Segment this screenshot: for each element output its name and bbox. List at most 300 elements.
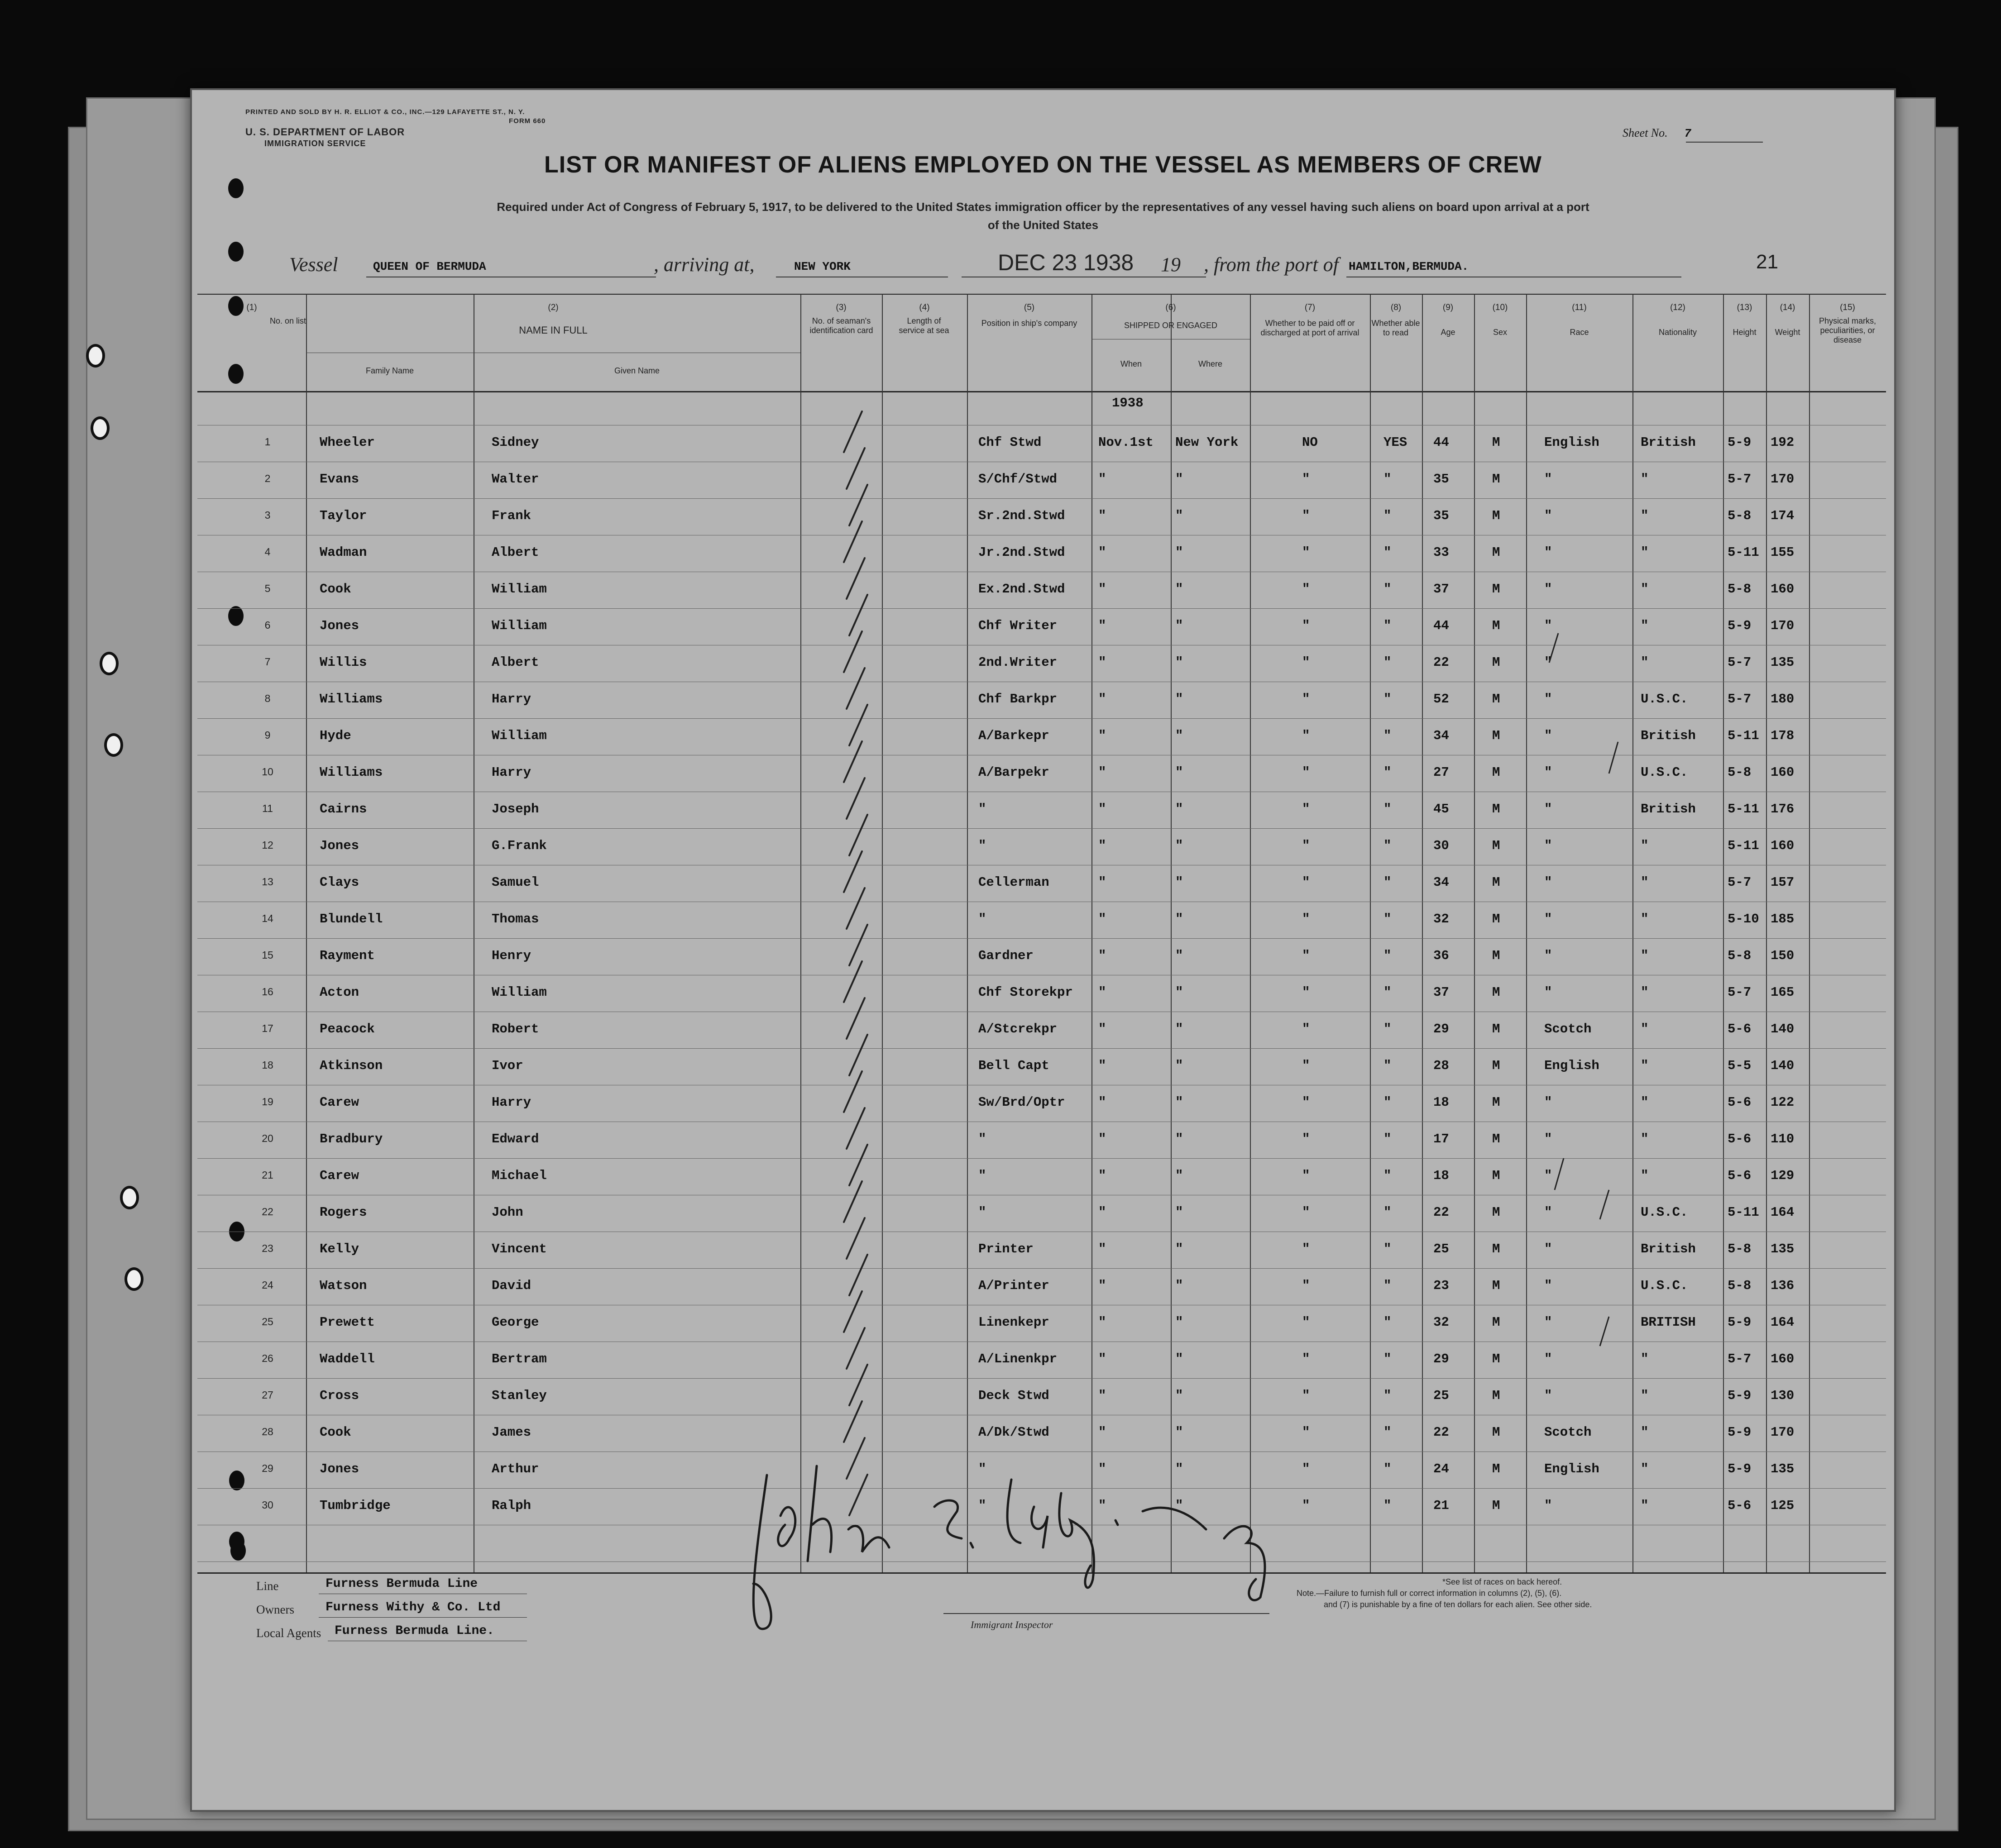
cell-nationality: British <box>1641 1242 1696 1256</box>
cell-sex: M <box>1492 618 1500 633</box>
cell-height: 5-8 <box>1728 765 1752 780</box>
cell-race: English <box>1544 435 1599 450</box>
col3-num: (3) <box>836 303 847 312</box>
cell-read: " <box>1383 1132 1392 1146</box>
cell-paid: " <box>1302 1205 1310 1220</box>
row-number: 23 <box>262 1242 273 1254</box>
cell-position: Ex.2nd.Stwd <box>978 582 1065 597</box>
cell-paid: " <box>1302 1498 1310 1513</box>
cell-age: 34 <box>1433 728 1449 743</box>
cell-read: " <box>1383 1315 1392 1330</box>
binder-hole <box>91 416 110 440</box>
cell-height: 5-6 <box>1728 1095 1752 1110</box>
cell-race: Scotch <box>1544 1425 1592 1440</box>
cell-paid: " <box>1302 472 1310 487</box>
cell-nationality: " <box>1641 875 1649 890</box>
row-number: 15 <box>262 949 273 961</box>
cell-when: " <box>1098 1058 1106 1073</box>
col15-label: Physical marks, peculiarities, or disease <box>1819 316 1877 344</box>
cell-sex: M <box>1492 985 1500 1000</box>
binder-hole <box>124 1267 144 1291</box>
cell-age: 52 <box>1433 692 1449 707</box>
cell-nationality: " <box>1641 582 1649 597</box>
cell-given: David <box>492 1278 531 1293</box>
cell-nationality: U.S.C. <box>1641 1205 1688 1220</box>
cell-sex: M <box>1492 655 1500 670</box>
cell-family: Acton <box>320 985 359 1000</box>
cell-age: 21 <box>1433 1498 1449 1513</box>
cell-height: 5-7 <box>1728 692 1752 707</box>
cell-nationality: " <box>1641 1461 1649 1476</box>
cell-where: " <box>1175 618 1183 633</box>
row-number: 29 <box>262 1462 273 1474</box>
row-number: 28 <box>262 1426 273 1437</box>
cell-sex: M <box>1492 472 1500 487</box>
cell-when: " <box>1098 472 1106 487</box>
cell-weight: 170 <box>1771 472 1795 487</box>
cell-when: " <box>1098 1242 1106 1256</box>
year-1938: 1938 <box>1112 396 1144 411</box>
cell-where: " <box>1175 948 1183 963</box>
cell-position: A/Printer <box>978 1278 1049 1293</box>
row-number: 16 <box>262 986 273 998</box>
cell-age: 29 <box>1433 1022 1449 1036</box>
cell-weight: 125 <box>1771 1498 1795 1513</box>
year-label: 19 <box>1161 253 1181 276</box>
cell-weight: 135 <box>1771 1461 1795 1476</box>
cell-position: Printer <box>978 1242 1034 1256</box>
cell-race: " <box>1544 472 1552 487</box>
cell-read: " <box>1383 1388 1392 1403</box>
cell-where: " <box>1175 1388 1183 1403</box>
cell-height: 5-11 <box>1728 802 1759 817</box>
cell-weight: 192 <box>1771 435 1795 450</box>
cell-given: John <box>492 1205 523 1220</box>
cell-given: William <box>492 582 547 597</box>
cell-read: " <box>1383 1461 1392 1476</box>
cell-weight: 164 <box>1771 1205 1795 1220</box>
cell-where: " <box>1175 1425 1183 1440</box>
cell-nationality: " <box>1641 1095 1649 1110</box>
cell-weight: 150 <box>1771 948 1795 963</box>
date-stamp: DEC 23 1938 <box>998 250 1134 275</box>
cell-given: Bertram <box>492 1351 547 1366</box>
cell-given: Albert <box>492 655 539 670</box>
cell-sex: M <box>1492 948 1500 963</box>
cell-paid: " <box>1302 655 1310 670</box>
cell-height: 5-8 <box>1728 508 1752 523</box>
cell-where: " <box>1175 802 1183 817</box>
cell-family: Cairns <box>320 802 367 817</box>
inspector-line <box>943 1613 1269 1614</box>
cell-age: 37 <box>1433 985 1449 1000</box>
cell-family: Tumbridge <box>320 1498 391 1513</box>
cell-read: " <box>1383 838 1392 853</box>
cell-position: " <box>978 1461 986 1476</box>
cell-age: 35 <box>1433 508 1449 523</box>
cell-weight: 164 <box>1771 1315 1795 1330</box>
cell-sex: M <box>1492 728 1500 743</box>
cell-height: 5-8 <box>1728 948 1752 963</box>
col2-family: Family Name <box>365 366 414 375</box>
cell-weight: 176 <box>1771 802 1795 817</box>
cell-nationality: British <box>1641 728 1696 743</box>
col6-when: When <box>1120 359 1142 368</box>
cell-where: " <box>1175 1205 1183 1220</box>
cell-weight: 160 <box>1771 582 1795 597</box>
col6-where: Where <box>1198 359 1222 368</box>
cell-read: " <box>1383 1351 1392 1366</box>
cell-sex: M <box>1492 692 1500 707</box>
cell-family: Cross <box>320 1388 359 1403</box>
cell-sex: M <box>1492 1022 1500 1036</box>
cell-where: " <box>1175 1058 1183 1073</box>
cell-race: " <box>1544 1278 1552 1293</box>
cell-where: " <box>1175 1498 1183 1513</box>
cell-position: " <box>978 838 986 853</box>
cell-when: " <box>1098 838 1106 853</box>
vessel-label: Vessel <box>289 253 338 276</box>
cell-given: Harry <box>492 765 531 780</box>
cell-paid: " <box>1302 1058 1310 1073</box>
cell-nationality: " <box>1641 1168 1649 1183</box>
cell-sex: M <box>1492 802 1500 817</box>
col13-num: (13) <box>1737 303 1752 312</box>
cell-height: 5-9 <box>1728 618 1752 633</box>
cell-race: " <box>1544 655 1552 670</box>
cell-read: " <box>1383 1242 1392 1256</box>
cell-weight: 170 <box>1771 618 1795 633</box>
cell-family: Carew <box>320 1095 359 1110</box>
cell-age: 25 <box>1433 1242 1449 1256</box>
cell-age: 23 <box>1433 1278 1449 1293</box>
row-number: 26 <box>262 1352 273 1364</box>
cell-height: 5-9 <box>1728 1388 1752 1403</box>
cell-race: " <box>1544 508 1552 523</box>
manifest-sheet <box>190 88 1896 1812</box>
cell-position: A/Stcrekpr <box>978 1022 1058 1036</box>
sheet-number: 7 <box>1684 127 1691 140</box>
cell-when: " <box>1098 655 1106 670</box>
cell-paid: " <box>1302 1022 1310 1036</box>
cell-race: " <box>1544 1205 1552 1220</box>
cell-family: Rayment <box>320 948 375 963</box>
cell-position: Chf Stwd <box>978 435 1042 450</box>
row-number: 17 <box>262 1022 273 1034</box>
cell-paid: " <box>1302 692 1310 707</box>
cell-read: " <box>1383 1058 1392 1073</box>
cell-family: Wheeler <box>320 435 375 450</box>
row-number: 25 <box>262 1316 273 1328</box>
row-number: 8 <box>264 692 271 704</box>
cell-given: James <box>492 1425 531 1440</box>
cell-given: G.Frank <box>492 838 547 853</box>
cell-height: 5-7 <box>1728 1351 1752 1366</box>
row-number: 2 <box>264 473 271 484</box>
cell-sex: M <box>1492 1461 1500 1476</box>
cell-family: Williams <box>320 765 383 780</box>
cell-race: " <box>1544 1242 1552 1256</box>
cell-sex: M <box>1492 1315 1500 1330</box>
cell-read: " <box>1383 912 1392 926</box>
binder-hole <box>100 652 119 675</box>
cell-sex: M <box>1492 765 1500 780</box>
cell-race: " <box>1544 948 1552 963</box>
cell-given: Ralph <box>492 1498 531 1513</box>
cell-sex: M <box>1492 1058 1500 1073</box>
cell-read: " <box>1383 545 1392 560</box>
cell-position: Gardner <box>978 948 1034 963</box>
cell-family: Peacock <box>320 1022 375 1036</box>
cell-sex: M <box>1492 1498 1500 1513</box>
cell-height: 5-10 <box>1728 912 1759 926</box>
cell-read: " <box>1383 1022 1392 1036</box>
cell-where: " <box>1175 1315 1183 1330</box>
cell-read: " <box>1383 985 1392 1000</box>
cell-read: " <box>1383 765 1392 780</box>
cell-given: Harry <box>492 1095 531 1110</box>
cell-age: 32 <box>1433 912 1449 926</box>
cell-age: 45 <box>1433 802 1449 817</box>
cell-nationality: " <box>1641 1351 1649 1366</box>
cell-given: William <box>492 985 547 1000</box>
vessel-name: QUEEN OF BERMUDA <box>373 260 486 273</box>
cell-when: " <box>1098 728 1106 743</box>
cell-nationality: " <box>1641 1425 1649 1440</box>
cell-nationality: " <box>1641 1022 1649 1036</box>
cell-when: " <box>1098 1132 1106 1146</box>
binder-hole <box>104 733 123 757</box>
cell-given: Joseph <box>492 802 539 817</box>
col14-label: Weight <box>1775 328 1800 337</box>
cell-nationality: " <box>1641 1498 1649 1513</box>
cell-position: A/Dk/Stwd <box>978 1425 1049 1440</box>
cell-read: " <box>1383 655 1392 670</box>
cell-paid: " <box>1302 1168 1310 1183</box>
cell-weight: 185 <box>1771 912 1795 926</box>
cell-position: Deck Stwd <box>978 1388 1049 1403</box>
cell-sex: M <box>1492 582 1500 597</box>
row-number: 19 <box>262 1096 273 1108</box>
cell-race: " <box>1544 802 1552 817</box>
cell-paid: " <box>1302 1388 1310 1403</box>
cell-weight: 110 <box>1771 1132 1795 1146</box>
cell-where: " <box>1175 1242 1183 1256</box>
cell-family: Watson <box>320 1278 367 1293</box>
tick-marks <box>192 90 1894 1810</box>
from-port-label: , from the port of <box>1204 253 1339 276</box>
cell-when: " <box>1098 1315 1106 1330</box>
col1-num: (1) <box>246 303 257 312</box>
cell-where: " <box>1175 692 1183 707</box>
from-port: HAMILTON,BERMUDA. <box>1349 260 1469 273</box>
cell-age: 44 <box>1433 618 1449 633</box>
cell-position: Chf Storekpr <box>978 985 1073 1000</box>
cell-family: Waddell <box>320 1351 375 1366</box>
inspector-signature <box>753 1466 1265 1629</box>
cell-when: " <box>1098 1388 1106 1403</box>
cell-weight: 174 <box>1771 508 1795 523</box>
col6-num: (6) <box>1165 303 1176 312</box>
cell-position: A/Barpekr <box>978 765 1049 780</box>
cell-weight: 135 <box>1771 655 1795 670</box>
cell-age: 30 <box>1433 838 1449 853</box>
row-number: 9 <box>264 729 271 741</box>
cell-sex: M <box>1492 1388 1500 1403</box>
cell-race: " <box>1544 1168 1552 1183</box>
cell-sex: M <box>1492 1425 1500 1440</box>
cell-race: " <box>1544 912 1552 926</box>
cell-position: " <box>978 1498 986 1513</box>
cell-paid: " <box>1302 1425 1310 1440</box>
owners-label: Owners <box>256 1603 294 1616</box>
row-number: 20 <box>262 1132 273 1144</box>
cell-where: " <box>1175 472 1183 487</box>
cell-paid: " <box>1302 1242 1310 1256</box>
col7-num: (7) <box>1304 303 1316 312</box>
cell-race: " <box>1544 1315 1552 1330</box>
cell-age: 22 <box>1433 1425 1449 1440</box>
cell-family: Atkinson <box>320 1058 383 1073</box>
cell-paid: " <box>1302 985 1310 1000</box>
cell-race: " <box>1544 1388 1552 1403</box>
row-number: 21 <box>262 1169 273 1181</box>
cell-age: 22 <box>1433 655 1449 670</box>
sheet-label: Sheet No. <box>1623 126 1668 139</box>
cell-read: " <box>1383 1498 1392 1513</box>
cell-nationality: " <box>1641 1058 1649 1073</box>
agents-label: Local Agents <box>256 1626 321 1640</box>
cell-family: Willis <box>320 655 367 670</box>
col10-num: (10) <box>1492 303 1508 312</box>
cell-given: William <box>492 618 547 633</box>
cell-nationality: " <box>1641 912 1649 926</box>
row-number: 27 <box>262 1389 273 1401</box>
col14-num: (14) <box>1780 303 1795 312</box>
cell-given: Frank <box>492 508 531 523</box>
cell-family: Kelly <box>320 1242 359 1256</box>
races-note: *See list of races on back hereof. <box>1442 1577 1562 1586</box>
page-title: LIST OR MANIFEST OF ALIENS EMPLOYED ON THE VESSEL AS MEMBERS OF CREW <box>544 152 1542 178</box>
col9-num: (9) <box>1442 303 1454 312</box>
cell-sex: M <box>1492 1205 1500 1220</box>
cell-nationality: " <box>1641 1132 1649 1146</box>
cell-race: " <box>1544 582 1552 597</box>
col2-given: Given Name <box>614 366 660 375</box>
cell-height: 5-8 <box>1728 1278 1752 1293</box>
cell-when: " <box>1098 948 1106 963</box>
cell-read: " <box>1383 618 1392 633</box>
col10-label: Sex <box>1493 328 1508 337</box>
cell-race: English <box>1544 1461 1599 1476</box>
cell-nationality: " <box>1641 985 1649 1000</box>
cell-paid: " <box>1302 1132 1310 1146</box>
row-number: 18 <box>262 1059 273 1071</box>
col2-num: (2) <box>548 303 559 312</box>
cell-position: " <box>978 912 986 926</box>
cell-nationality: " <box>1641 545 1649 560</box>
cell-position: S/Chf/Stwd <box>978 472 1058 487</box>
row-number: 13 <box>262 876 273 888</box>
cell-nationality: U.S.C. <box>1641 692 1688 707</box>
cell-read: " <box>1383 728 1392 743</box>
cell-height: 5-11 <box>1728 728 1759 743</box>
cell-height: 5-7 <box>1728 472 1752 487</box>
cell-race: " <box>1544 1498 1552 1513</box>
cell-family: Blundell <box>320 912 383 926</box>
row-number: 10 <box>262 766 273 778</box>
row-number: 14 <box>262 912 273 924</box>
cell-paid: " <box>1302 765 1310 780</box>
cell-family: Bradbury <box>320 1132 383 1146</box>
cell-position: Chf Writer <box>978 618 1058 633</box>
cell-when: " <box>1098 1351 1106 1366</box>
cell-position: Bell Capt <box>978 1058 1049 1073</box>
cell-weight: 136 <box>1771 1278 1795 1293</box>
cell-paid: " <box>1302 728 1310 743</box>
col4-num: (4) <box>919 303 930 312</box>
cell-when: " <box>1098 508 1106 523</box>
cell-height: 5-6 <box>1728 1132 1752 1146</box>
cell-race: " <box>1544 728 1552 743</box>
cell-nationality: " <box>1641 618 1649 633</box>
cell-sex: M <box>1492 1242 1500 1256</box>
cell-given: Stanley <box>492 1388 547 1403</box>
cell-position: " <box>978 1168 986 1183</box>
cell-weight: 130 <box>1771 1388 1795 1403</box>
cell-read: YES <box>1383 435 1407 450</box>
cell-when: " <box>1098 1168 1106 1183</box>
cell-height: 5-8 <box>1728 582 1752 597</box>
cell-paid: " <box>1302 802 1310 817</box>
department: U. S. DEPARTMENT OF LABOR <box>245 126 405 138</box>
row-number: 11 <box>262 802 273 814</box>
cell-weight: 165 <box>1771 985 1795 1000</box>
cell-where: " <box>1175 765 1183 780</box>
cell-race: " <box>1544 692 1552 707</box>
cell-weight: 170 <box>1771 1425 1795 1440</box>
cell-age: 32 <box>1433 1315 1449 1330</box>
cell-nationality: " <box>1641 472 1649 487</box>
cell-weight: 140 <box>1771 1058 1795 1073</box>
cell-when: " <box>1098 1095 1106 1110</box>
cell-given: Thomas <box>492 912 539 926</box>
cell-when: " <box>1098 875 1106 890</box>
cell-nationality: U.S.C. <box>1641 765 1688 780</box>
cell-height: 5-6 <box>1728 1022 1752 1036</box>
cell-read: " <box>1383 1095 1392 1110</box>
cell-when: " <box>1098 1425 1106 1440</box>
cell-sex: M <box>1492 545 1500 560</box>
col1-label: No. on list <box>269 316 306 325</box>
cell-age: 22 <box>1433 1205 1449 1220</box>
col15-num: (15) <box>1840 303 1855 312</box>
cell-position: A/Linenkpr <box>978 1351 1058 1366</box>
cell-position: A/Barkepr <box>978 728 1049 743</box>
cell-given: Edward <box>492 1132 539 1146</box>
cell-read: " <box>1383 1168 1392 1183</box>
cell-family: Jones <box>320 1461 359 1476</box>
cell-when: " <box>1098 618 1106 633</box>
cell-where: " <box>1175 1095 1183 1110</box>
row-number: 1 <box>264 436 271 448</box>
cell-given: Vincent <box>492 1242 547 1256</box>
cell-position: " <box>978 802 986 817</box>
cell-height: 5-9 <box>1728 1315 1752 1330</box>
cell-sex: M <box>1492 1168 1500 1183</box>
cell-sex: M <box>1492 838 1500 853</box>
cell-when: " <box>1098 1461 1106 1476</box>
